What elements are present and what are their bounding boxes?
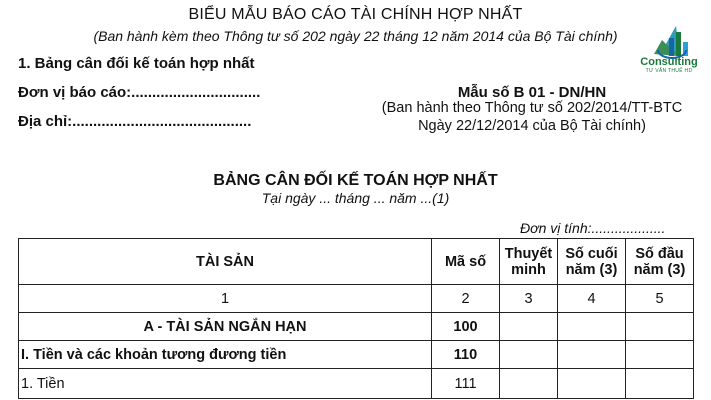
reporting-unit-field: Đơn vị báo cáo:...............................	[18, 84, 261, 101]
empty-cell	[626, 369, 694, 399]
table-row	[19, 341, 694, 369]
address-field: Địa chỉ:...........................................	[18, 113, 252, 130]
row-code: 111	[432, 369, 500, 399]
table-row	[19, 369, 694, 399]
report-subtitle: (Ban hành kèm theo Thông tư số 202 ngày 22 tháng 12 năm 2014 của Bộ Tài chính)	[93, 28, 618, 44]
row-code: 110	[432, 341, 500, 369]
header-begin-line-2: năm (3)	[633, 261, 686, 278]
empty-cell	[558, 341, 626, 369]
sheet-date-line: Tại ngày ... tháng ... năm ...(1)	[261, 190, 450, 206]
balance-sheet-table	[18, 238, 694, 399]
index-row	[19, 285, 694, 313]
index-cell: 2	[432, 285, 500, 313]
empty-cell	[500, 313, 558, 341]
empty-cell	[500, 369, 558, 399]
header-begin-line-1: Số đầu	[635, 245, 684, 262]
logo-wordmark: Consulting	[640, 56, 698, 68]
unit-of-measure: Đơn vị tính:...................	[520, 220, 666, 236]
header-asset: TÀI SẢN	[19, 239, 432, 285]
table-header-row	[19, 239, 694, 285]
empty-cell	[626, 313, 694, 341]
empty-cell	[558, 313, 626, 341]
sheet-title: BẢNG CÂN ĐỐI KẾ TOÁN HỢP NHẤT	[213, 172, 498, 189]
row-label: I. Tiền và các khoản tương đương tiền	[19, 341, 432, 369]
form-code: Mẫu số B 01 - DN/HN	[457, 84, 607, 101]
header-note-line-1: Thuyết	[504, 245, 553, 262]
header-end-line-2: năm (3)	[565, 261, 618, 278]
index-cell: 4	[558, 285, 626, 313]
report-title: BIỂU MẪU BÁO CÁO TÀI CHÍNH HỢP NHẤT	[188, 6, 523, 23]
header-code: Mã số	[432, 239, 500, 285]
table-row	[19, 313, 694, 341]
header-note	[500, 239, 558, 285]
header-end-of-year	[558, 239, 626, 285]
index-cell: 3	[500, 285, 558, 313]
empty-cell	[558, 369, 626, 399]
row-code: 100	[432, 313, 500, 341]
form-note-line-2: Ngày 22/12/2014 của Bộ Tài chính)	[418, 118, 646, 134]
empty-cell	[500, 341, 558, 369]
form-note-line-1: (Ban hành theo Thông tư số 202/2014/TT-BTC	[381, 100, 683, 116]
logo-tagline: TƯ VẤN THUẾ HD	[645, 68, 693, 74]
row-label: 1. Tiền	[19, 369, 432, 399]
index-cell: 1	[19, 285, 432, 313]
header-note-line-2: minh	[511, 261, 546, 278]
empty-cell	[626, 341, 694, 369]
row-label: A - TÀI SẢN NGẮN HẠN	[19, 313, 432, 341]
index-cell: 5	[626, 285, 694, 313]
section-heading: 1. Bảng cân đối kế toán hợp nhất	[18, 55, 255, 72]
header-end-line-1: Số cuối	[565, 245, 618, 262]
header-beginning-of-year	[626, 239, 694, 285]
